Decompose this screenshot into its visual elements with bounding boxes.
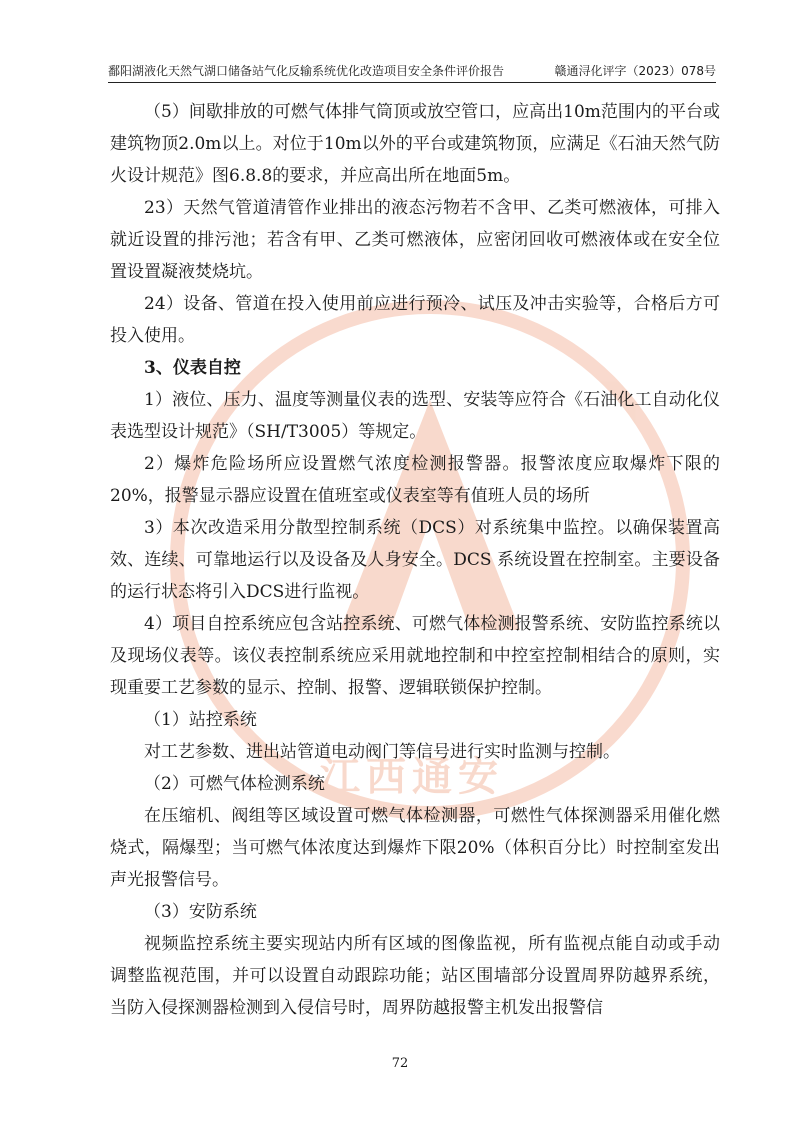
paragraph: 对工艺参数、进出站管道电动阀门等信号进行实时监测与控制。 xyxy=(144,742,620,762)
section-heading: 3、仪表自控 xyxy=(144,358,241,378)
paragraph: 23）天然气管道清管作业排出的液态污物若不含甲、乙类可燃液体，可排入就近设置的排污池；若含有甲、乙类可燃液体，应密闭回收可燃液体或在安全位置设置凝液焚烧坑。 xyxy=(110,198,720,282)
page-number: 72 xyxy=(391,1056,409,1071)
paragraph: 3）本次改造采用分散型控制系统（DCS）对系统集中监控。以确保装置高效、连续、可靠地运行以及设备及人身安全。DCS 系统设置在控制室。主要设备的运行状态将引入DCS进行监视。 xyxy=(110,518,720,602)
paragraph: 24）设备、管道在投入使用前应进行预冷、试压及冲击实验等，合格后方可投入使用。 xyxy=(110,294,720,346)
header-title: 鄱阳湖液化天然气湖口储备站气化反输系统优化改造项目安全条件评价报告 xyxy=(108,64,505,78)
page-header xyxy=(108,62,716,83)
watermark-name: 江西通安 xyxy=(320,754,504,800)
subsection-title: （2）可燃气体检测系统 xyxy=(144,774,325,794)
paragraph: 4）项目自控系统应包含站控系统、可燃气体检测报警系统、安防监控系统以及现场仪表等。该仪表控制系统应采用就地控制和中控室控制相结合的原则，实现重要工艺参数的显示、控制、报警、逻辑联锁保护控制。 xyxy=(110,614,720,698)
paragraph: 在压缩机、阀组等区域设置可燃气体检测器，可燃性气体探测器采用催化燃烧式，隔爆型；当可燃气体浓度达到爆炸下限20%（体积百分比）时控制室发出声光报警信号。 xyxy=(110,806,720,890)
paragraph: （5）间歇排放的可燃气体排气筒顶或放空管口，应高出10m范围内的平台或建筑物顶2.0m以上。对位于10m以外的平台或建筑物顶，应满足《石油天然气防火设计规范》图6.8.8的要求，并应高出所在地面5m。 xyxy=(110,102,720,186)
subsection-title: （1）站控系统 xyxy=(144,710,257,730)
paragraph: 视频监控系统主要实现站内所有区域的图像监视，所有监视点能自动或手动调整监视范围，并可以设置自动跟踪功能；站区围墙部分设置周界防越界系统，当防入侵探测器检测到入侵信号时，周界防越报警主机发出报警信 xyxy=(110,934,720,1018)
body-text xyxy=(110,96,720,1024)
paragraph: 1）液位、压力、温度等测量仪表的选型、安装等应符合《石油化工自动化仪表选型设计规范》（SH/T3005）等规定。 xyxy=(110,390,720,442)
subsection-title: （3）安防系统 xyxy=(144,902,257,922)
header-doc-number: 赣通浔化评字（2023）078号 xyxy=(554,64,716,78)
paragraph: 2）爆炸危险场所应设置燃气浓度检测报警器。报警浓度应取爆炸下限的20%，报警显示器应设置在值班室或仪表室等有值班人员的场所 xyxy=(110,454,720,506)
